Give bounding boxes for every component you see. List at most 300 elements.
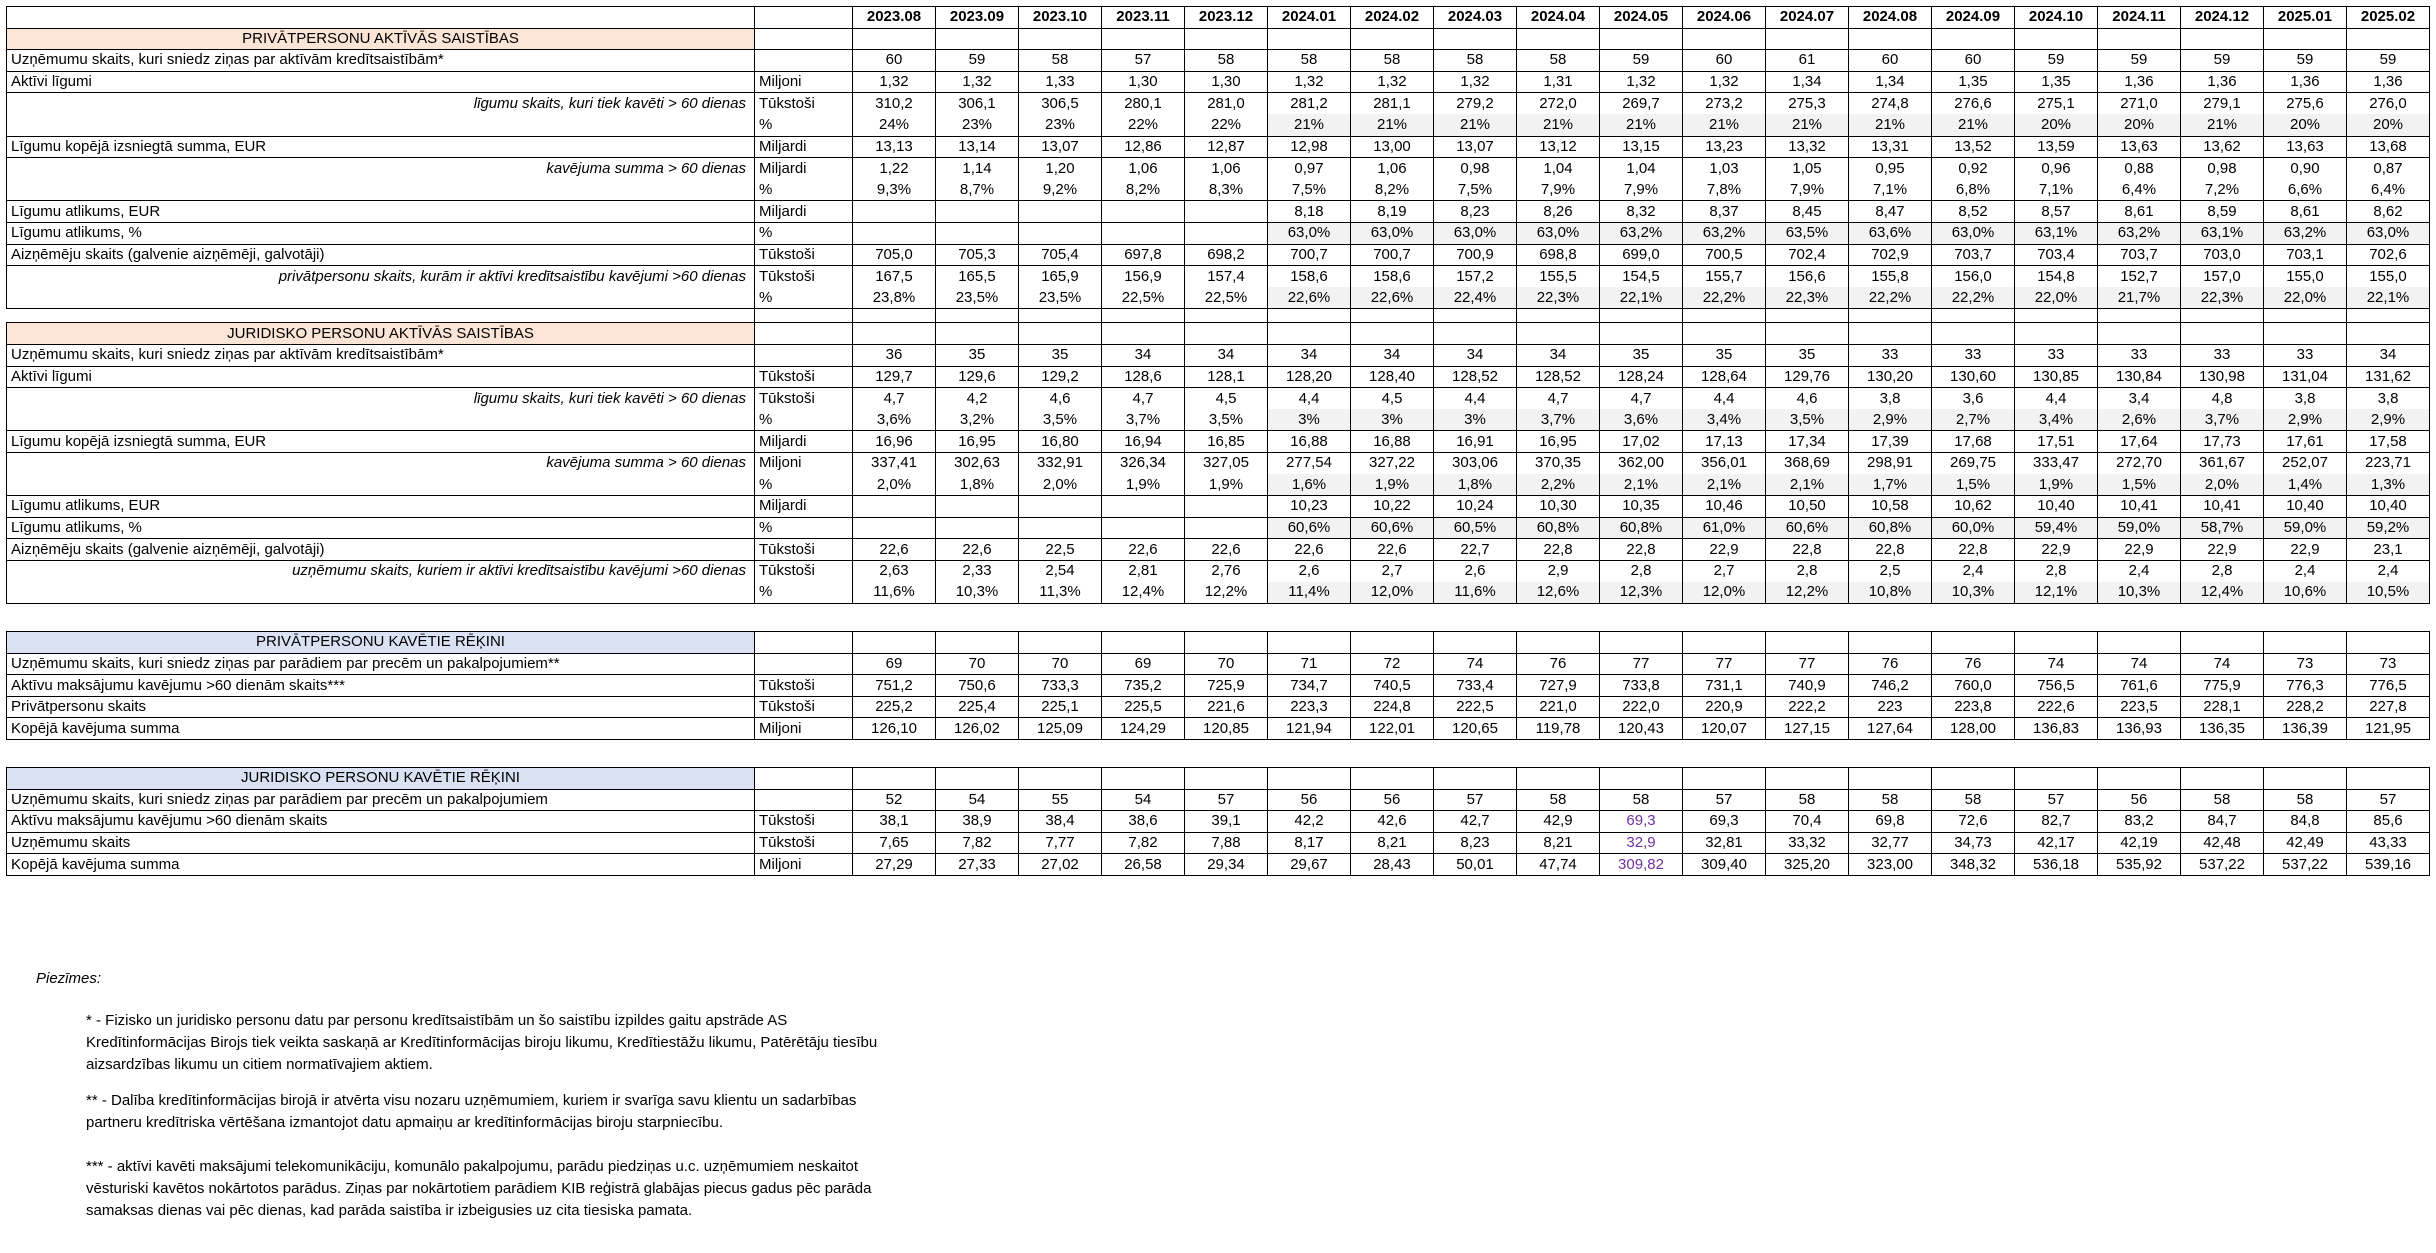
table-cell: 705,4: [1019, 244, 1102, 266]
spreadsheet: [6, 6, 2430, 876]
table-cell: 1,34: [1849, 71, 1932, 93]
table-cell: 128,00: [1932, 718, 2015, 740]
table-cell: 157,0: [2181, 266, 2264, 288]
row-label: [7, 287, 755, 309]
table-cell: 35: [1766, 344, 1849, 366]
table-cell: 13,07: [1434, 136, 1517, 158]
table-cell: 73: [2264, 653, 2347, 675]
table-cell: 4,6: [1766, 388, 1849, 410]
table-cell: 10,46: [1683, 496, 1766, 518]
table-cell: 776,5: [2347, 675, 2430, 697]
table-cell: 131,62: [2347, 366, 2430, 388]
table-cell: 702,9: [1849, 244, 1932, 266]
table-cell: 1,36: [2264, 71, 2347, 93]
table-cell: 6,4%: [2098, 179, 2181, 201]
table-cell: 54: [1102, 789, 1185, 811]
table-cell: 298,91: [1849, 452, 1932, 474]
table-cell: 12,0%: [1351, 582, 1434, 604]
row-label: [7, 179, 755, 201]
table-cell: 8,62: [2347, 201, 2430, 223]
table-cell: 8,26: [1517, 201, 1600, 223]
table-cell: 130,84: [2098, 366, 2181, 388]
table-cell: 63,0%: [2347, 222, 2430, 244]
table-cell: 10,58: [1849, 496, 1932, 518]
table-cell: 128,64: [1683, 366, 1766, 388]
table-cell: 63,0%: [1434, 222, 1517, 244]
table-cell: 1,32: [853, 71, 936, 93]
table-cell: 11,6%: [1434, 582, 1517, 604]
table-cell: 22,8: [1766, 539, 1849, 561]
table-cell: 337,41: [853, 452, 936, 474]
table-cell: 8,61: [2098, 201, 2181, 223]
table-cell: 17,51: [2015, 431, 2098, 453]
row-unit: Tūkstoši: [755, 675, 853, 697]
table-cell: 252,07: [2264, 452, 2347, 474]
table-cell: 16,88: [1268, 431, 1351, 453]
table-row: [7, 93, 2430, 115]
table-cell: 8,23: [1434, 832, 1517, 854]
table-cell: 158,6: [1351, 266, 1434, 288]
table-cell: [853, 222, 936, 244]
table-cell: 1,9%: [1185, 474, 1268, 496]
table-cell: [1185, 201, 1268, 223]
table-cell: 3%: [1268, 409, 1351, 431]
table-cell: 13,68: [2347, 136, 2430, 158]
table-cell: 4,7: [853, 388, 936, 410]
table-cell: 2,8: [2181, 560, 2264, 582]
table-cell: 35: [1683, 344, 1766, 366]
table-cell: 16,85: [1185, 431, 1268, 453]
table-cell: 2,2%: [1517, 474, 1600, 496]
table-cell: 165,9: [1019, 266, 1102, 288]
table-cell: 7,88: [1185, 832, 1268, 854]
table-cell: [1185, 496, 1268, 518]
table-cell: 55: [1019, 789, 1102, 811]
note-1: * - Fizisko un juridisko personu datu par personu kredītsaistībām un šo saistību izpildes gaitu apstrāde AS Kredītinformācijas Birojs tiek veikta saskaņā ar Kredītinformācijas biroju likumu, Kredītiestāžu likumu, Patērētāju tiesību aizsardzības likumu un citiem normatīvajiem aktiem.: [86, 1012, 878, 1073]
table-cell: 63,0%: [1268, 222, 1351, 244]
table-row: [7, 388, 2430, 410]
table-cell: 223,71: [2347, 452, 2430, 474]
table-cell: [1019, 201, 1102, 223]
table-cell: 50,01: [1434, 854, 1517, 876]
table-cell: [936, 222, 1019, 244]
table-cell: 8,21: [1517, 832, 1600, 854]
table-cell: 279,1: [2181, 93, 2264, 115]
table-cell: 84,7: [2181, 811, 2264, 833]
table-cell: 42,9: [1517, 811, 1600, 833]
table-cell: 10,35: [1600, 496, 1683, 518]
table-cell: 69: [1102, 653, 1185, 675]
table-cell: 154,8: [2015, 266, 2098, 288]
table-row: [7, 244, 2430, 266]
row-unit: Miljardi: [755, 431, 853, 453]
table-cell: 1,32: [1268, 71, 1351, 93]
row-unit: Miljardi: [755, 496, 853, 518]
table-cell: 38,1: [853, 811, 936, 833]
table-cell: 3,5%: [1019, 409, 1102, 431]
table-cell: 276,6: [1932, 93, 2015, 115]
table-cell: 2,8: [1766, 560, 1849, 582]
table-cell: 362,00: [1600, 452, 1683, 474]
table-cell: 10,23: [1268, 496, 1351, 518]
table-row: [7, 675, 2430, 697]
table-cell: 223,5: [2098, 696, 2181, 718]
table-cell: 12,4%: [1102, 582, 1185, 604]
period-header: 2023.11: [1102, 7, 1185, 29]
table-cell: 63,5%: [1766, 222, 1849, 244]
table-cell: 6,8%: [1932, 179, 2015, 201]
row-unit: %: [755, 517, 853, 539]
table-cell: 756,5: [2015, 675, 2098, 697]
table-cell: 8,18: [1268, 201, 1351, 223]
table-row: [7, 560, 2430, 582]
table-cell: 1,06: [1102, 158, 1185, 180]
table-cell: [1019, 496, 1102, 518]
table-cell: 537,22: [2181, 854, 2264, 876]
table-cell: 22,9: [2264, 539, 2347, 561]
table-cell: 539,16: [2347, 854, 2430, 876]
table-cell: 2,7: [1683, 560, 1766, 582]
table-cell: 13,12: [1517, 136, 1600, 158]
table-cell: 7,1%: [2015, 179, 2098, 201]
table-cell: 2,54: [1019, 560, 1102, 582]
table-cell: 274,8: [1849, 93, 1932, 115]
table-cell: 33: [2181, 344, 2264, 366]
table-cell: 333,47: [2015, 452, 2098, 474]
table-cell: 370,35: [1517, 452, 1600, 474]
table-cell: 3,4%: [2015, 409, 2098, 431]
table-cell: 63,0%: [1517, 222, 1600, 244]
table-cell: 699,0: [1600, 244, 1683, 266]
table-cell: 38,9: [936, 811, 1019, 833]
table-cell: 8,7%: [936, 179, 1019, 201]
table-cell: 8,32: [1600, 201, 1683, 223]
table-cell: 38,4: [1019, 811, 1102, 833]
table-cell: 23%: [936, 114, 1019, 136]
table-cell: 225,4: [936, 696, 1019, 718]
table-cell: 10,5%: [2347, 582, 2430, 604]
table-cell: 56: [1268, 789, 1351, 811]
table-cell: 16,96: [853, 431, 936, 453]
table-cell: 84,8: [2264, 811, 2347, 833]
table-cell: 70: [1019, 653, 1102, 675]
row-unit: %: [755, 287, 853, 309]
period-header: 2023.08: [853, 7, 936, 29]
table-cell: 119,78: [1517, 718, 1600, 740]
table-cell: 22,7: [1434, 539, 1517, 561]
table-cell: 76: [1932, 653, 2015, 675]
table-cell: 2,9%: [1849, 409, 1932, 431]
row-label: Uzņēmumu skaits: [7, 832, 755, 854]
table-cell: 275,3: [1766, 93, 1849, 115]
table-cell: 10,22: [1351, 496, 1434, 518]
table-cell: [1102, 496, 1185, 518]
table-cell: 22,6: [1102, 539, 1185, 561]
table-cell: 23%: [1019, 114, 1102, 136]
table-row: [7, 854, 2430, 876]
spacer-row: [7, 740, 2430, 754]
table-cell: 57: [2015, 789, 2098, 811]
table-cell: 17,13: [1683, 431, 1766, 453]
table-cell: 1,35: [2015, 71, 2098, 93]
table-cell: 705,0: [853, 244, 936, 266]
table-cell: 1,31: [1517, 71, 1600, 93]
table-cell: 13,31: [1849, 136, 1932, 158]
table-cell: 12,87: [1185, 136, 1268, 158]
table-cell: 4,2: [936, 388, 1019, 410]
row-label: privātpersonu skaits, kurām ir aktīvi kredītsaistību kavējumi >60 dienas: [7, 266, 755, 288]
header-row: [7, 7, 2430, 29]
table-cell: 700,9: [1434, 244, 1517, 266]
table-cell: 128,52: [1517, 366, 1600, 388]
row-label: kavējuma summa > 60 dienas: [7, 158, 755, 180]
table-cell: 725,9: [1185, 675, 1268, 697]
table-cell: 3,6%: [1600, 409, 1683, 431]
table-cell: 69,3: [1683, 811, 1766, 833]
table-cell: 22,9: [2015, 539, 2098, 561]
table-cell: 8,17: [1268, 832, 1351, 854]
table-cell: 9,3%: [853, 179, 936, 201]
table-cell: 10,41: [2181, 496, 2264, 518]
table-cell: 697,8: [1102, 244, 1185, 266]
table-cell: 727,9: [1517, 675, 1600, 697]
table-cell: 275,1: [2015, 93, 2098, 115]
row-unit: %: [755, 179, 853, 201]
table-cell: 17,58: [2347, 431, 2430, 453]
table-cell: 38,6: [1102, 811, 1185, 833]
table-cell: 10,3%: [2098, 582, 2181, 604]
table-cell: 3,5%: [1185, 409, 1268, 431]
table-row: [7, 71, 2430, 93]
table-cell: 155,0: [2264, 266, 2347, 288]
table-cell: 10,3%: [1932, 582, 2015, 604]
statistics-table: [6, 6, 2430, 876]
table-cell: 1,06: [1185, 158, 1268, 180]
table-cell: 222,5: [1434, 696, 1517, 718]
table-cell: 58,7%: [2181, 517, 2264, 539]
table-cell: 2,76: [1185, 560, 1268, 582]
table-cell: 740,9: [1766, 675, 1849, 697]
row-label: Kopējā kavējuma summa: [7, 718, 755, 740]
table-cell: 746,2: [1849, 675, 1932, 697]
table-cell: 703,0: [2181, 244, 2264, 266]
period-header: 2025.01: [2264, 7, 2347, 29]
table-cell: 130,20: [1849, 366, 1932, 388]
table-cell: 4,4: [1683, 388, 1766, 410]
table-cell: 325,20: [1766, 854, 1849, 876]
row-label: Līgumu atlikums, EUR: [7, 201, 755, 223]
table-row: [7, 452, 2430, 474]
table-cell: 13,59: [2015, 136, 2098, 158]
table-cell: 0,98: [1434, 158, 1517, 180]
table-cell: 22,1%: [1600, 287, 1683, 309]
table-cell: 8,45: [1766, 201, 1849, 223]
table-cell: 10,40: [2015, 496, 2098, 518]
row-unit: %: [755, 222, 853, 244]
table-cell: 8,47: [1849, 201, 1932, 223]
table-cell: 2,7: [1351, 560, 1434, 582]
table-cell: 2,8: [1600, 560, 1683, 582]
table-cell: 2,9%: [2264, 409, 2347, 431]
table-cell: 277,54: [1268, 452, 1351, 474]
table-cell: 21%: [1932, 114, 2015, 136]
table-cell: 700,5: [1683, 244, 1766, 266]
row-unit: Tūkstoši: [755, 388, 853, 410]
table-cell: 83,2: [2098, 811, 2181, 833]
table-cell: 59: [936, 50, 1019, 72]
table-cell: 70,4: [1766, 811, 1849, 833]
row-label: Uzņēmumu skaits, kuri sniedz ziņas par parādiem par precēm un pakalpojumiem**: [7, 653, 755, 675]
row-unit: Miljoni: [755, 452, 853, 474]
table-cell: 35: [1600, 344, 1683, 366]
table-cell: 13,07: [1019, 136, 1102, 158]
table-cell: 155,8: [1849, 266, 1932, 288]
table-row: [7, 266, 2430, 288]
table-cell: 702,4: [1766, 244, 1849, 266]
table-cell: 21%: [1351, 114, 1434, 136]
table-cell: 2,0%: [2181, 474, 2264, 496]
table-cell: 57: [1434, 789, 1517, 811]
table-cell: 21%: [1268, 114, 1351, 136]
table-cell: 3,4: [2098, 388, 2181, 410]
table-cell: 155,7: [1683, 266, 1766, 288]
table-cell: 1,36: [2098, 71, 2181, 93]
table-cell: 221,6: [1185, 696, 1268, 718]
table-cell: 9,2%: [1019, 179, 1102, 201]
table-cell: 33: [2015, 344, 2098, 366]
table-cell: 225,1: [1019, 696, 1102, 718]
row-label: Aizņēmēju skaits (galvenie aizņēmēji, galvotāji): [7, 539, 755, 561]
section-title: JURIDISKO PERSONU AKTĪVĀS SAISTĪBAS: [7, 323, 755, 345]
table-cell: 42,2: [1268, 811, 1351, 833]
table-cell: 121,94: [1268, 718, 1351, 740]
table-cell: 10,24: [1434, 496, 1517, 518]
table-row: [7, 222, 2430, 244]
period-header: 2023.10: [1019, 7, 1102, 29]
table-cell: 85,6: [2347, 811, 2430, 833]
table-cell: [853, 517, 936, 539]
table-cell: [1185, 222, 1268, 244]
period-header: 2024.06: [1683, 7, 1766, 29]
table-cell: 22%: [1185, 114, 1268, 136]
table-cell: 13,23: [1683, 136, 1766, 158]
table-cell: 122,01: [1351, 718, 1434, 740]
table-cell: 42,6: [1351, 811, 1434, 833]
table-cell: 731,1: [1683, 675, 1766, 697]
table-cell: 42,48: [2181, 832, 2264, 854]
table-cell: 60,6%: [1351, 517, 1434, 539]
table-cell: 2,0%: [853, 474, 936, 496]
table-cell: 1,22: [853, 158, 936, 180]
table-cell: 10,50: [1766, 496, 1849, 518]
row-label: Aizņēmēju skaits (galvenie aizņēmēji, galvotāji): [7, 244, 755, 266]
table-cell: 22,8: [1932, 539, 2015, 561]
table-cell: 22,4%: [1434, 287, 1517, 309]
row-label: līgumu skaits, kuri tiek kavēti > 60 dienas: [7, 388, 755, 410]
table-cell: 128,1: [1185, 366, 1268, 388]
table-cell: 156,9: [1102, 266, 1185, 288]
period-header: 2023.09: [936, 7, 1019, 29]
table-row: [7, 789, 2430, 811]
table-cell: 157,2: [1434, 266, 1517, 288]
table-cell: 1,3%: [2347, 474, 2430, 496]
table-cell: [936, 496, 1019, 518]
table-cell: 59,4%: [2015, 517, 2098, 539]
table-cell: 750,6: [936, 675, 1019, 697]
table-cell: [1185, 517, 1268, 539]
table-cell: 136,93: [2098, 718, 2181, 740]
table-cell: 1,06: [1351, 158, 1434, 180]
table-cell: 2,8: [2015, 560, 2098, 582]
table-cell: 0,97: [1268, 158, 1351, 180]
table-cell: 10,30: [1517, 496, 1600, 518]
table-cell: 22,3%: [2181, 287, 2264, 309]
row-unit: Tūkstoši: [755, 832, 853, 854]
table-cell: 7,77: [1019, 832, 1102, 854]
table-cell: 1,6%: [1268, 474, 1351, 496]
table-cell: 12,0%: [1683, 582, 1766, 604]
table-cell: 2,6: [1434, 560, 1517, 582]
row-unit: Tūkstoši: [755, 366, 853, 388]
table-cell: 281,0: [1185, 93, 1268, 115]
table-cell: 60: [853, 50, 936, 72]
table-cell: 13,63: [2098, 136, 2181, 158]
table-row: [7, 653, 2430, 675]
table-cell: 16,94: [1102, 431, 1185, 453]
row-unit: %: [755, 409, 853, 431]
row-unit: %: [755, 582, 853, 604]
row-unit: Tūkstoši: [755, 244, 853, 266]
table-cell: 4,5: [1351, 388, 1434, 410]
row-label: Līgumu atlikums, EUR: [7, 496, 755, 518]
table-cell: 703,7: [1932, 244, 2015, 266]
table-cell: 535,92: [2098, 854, 2181, 876]
notes: [36, 968, 886, 1236]
row-label: Privātpersonu skaits: [7, 696, 755, 718]
period-header: 2024.03: [1434, 7, 1517, 29]
table-cell: 130,85: [2015, 366, 2098, 388]
table-cell: 6,4%: [2347, 179, 2430, 201]
table-cell: 125,09: [1019, 718, 1102, 740]
table-cell: 356,01: [1683, 452, 1766, 474]
table-cell: 61,0%: [1683, 517, 1766, 539]
table-cell: 33,32: [1766, 832, 1849, 854]
row-label: uzņēmumu skaits, kuriem ir aktīvi kredītsaistību kavējumi >60 dienas: [7, 560, 755, 582]
table-cell: 59: [2015, 50, 2098, 72]
table-cell: 7,82: [936, 832, 1019, 854]
table-cell: 1,9%: [2015, 474, 2098, 496]
table-cell: 2,4: [2264, 560, 2347, 582]
table-cell: 10,8%: [1849, 582, 1932, 604]
table-cell: 76: [1849, 653, 1932, 675]
table-cell: 303,06: [1434, 452, 1517, 474]
table-cell: 16,91: [1434, 431, 1517, 453]
table-cell: 12,4%: [2181, 582, 2264, 604]
table-cell: 60,6%: [1766, 517, 1849, 539]
table-cell: [936, 201, 1019, 223]
table-cell: 20%: [2347, 114, 2430, 136]
table-cell: 22,5%: [1102, 287, 1185, 309]
table-cell: 6,6%: [2264, 179, 2347, 201]
table-row: [7, 344, 2430, 366]
table-cell: 269,7: [1600, 93, 1683, 115]
table-cell: 59: [2347, 50, 2430, 72]
table-cell: 22,9: [1683, 539, 1766, 561]
row-label: Līgumu atlikums, %: [7, 222, 755, 244]
table-cell: 7,5%: [1434, 179, 1517, 201]
table-cell: 13,00: [1351, 136, 1434, 158]
table-cell: 1,32: [936, 71, 1019, 93]
